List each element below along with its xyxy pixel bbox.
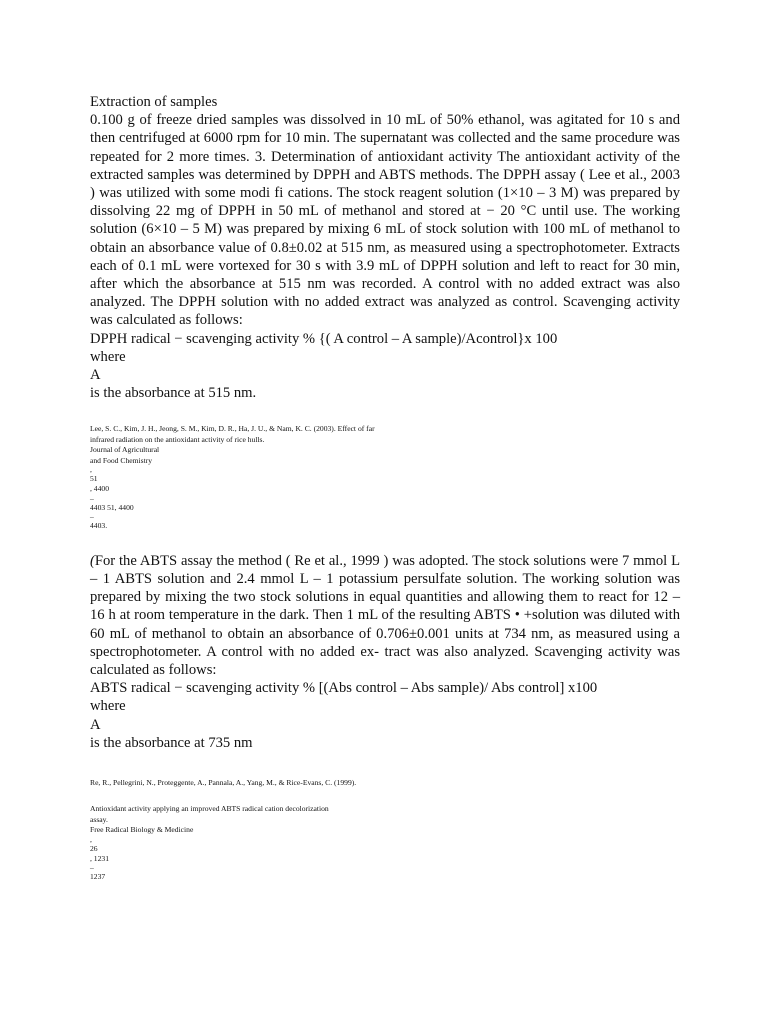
reference-authors: Re, R., Pellegrini, N., Proteggente, A., Pannala, A., Yang, M., & Rice-Evans, C. (1999). [90, 777, 357, 787]
reference-journal: Free Radical Biology & Medicine [90, 825, 194, 835]
reference-comma: , [90, 465, 92, 475]
reference-journal: Journal of Agricultural [90, 445, 160, 455]
reference-pages-cont: 4403 51, 4400 [90, 502, 134, 512]
document-page [90, 93, 680, 883]
reference-title: infrared radiation on the antioxidant activity of rice hulls. [90, 434, 265, 444]
reference-dash: – [90, 512, 94, 522]
reference-authors: Lee, S. C., Kim, J. H., Jeong, S. M., Kim, D. R., Ha, J. U., & Nam, K. C. (2003). Effect of far [90, 424, 375, 434]
reference-volume: 51 [90, 474, 98, 484]
reference-title: Antioxidant activity applying an improved ABTS radical cation decolorization [90, 804, 329, 814]
variable-a: A [90, 716, 101, 733]
reference-pages-end: 1237 [90, 872, 106, 882]
reference-comma: , [90, 834, 92, 844]
reference-pages-end: 4403. [90, 521, 108, 531]
variable-a: A [90, 367, 101, 384]
reference-re-details [90, 804, 680, 882]
reference-dash: – [90, 493, 94, 503]
where-label: where [90, 348, 126, 365]
reference-journal-cont: and Food Chemistry [90, 455, 153, 465]
section-abts [90, 552, 680, 752]
reference-dash: – [90, 863, 94, 873]
reference-re [90, 778, 680, 788]
abts-paragraph-text: For the ABTS assay the method ( Re et al., 1999 ) was adopted. The stock solutions were 7 mmol L – 1 ABTS solution and 2.4 mmol L – 1 potassium persulfate solution. The working solution was prepared by mixing the two stock solutions in equal quantities and allowing them to react for 12 – 16 h at room temperature in the dark. Then 1 mL of the resulting ABTS • +solution was diluted with 60 mL of methanol to obtain an absorbance of 0.706±0.001 units at 734 nm, as measured using a spectrophotometer. A control with no added ex- tract was also analyzed. Scavenging activity was calculated as follows: [90, 552, 680, 678]
where-label: where [90, 698, 126, 715]
abts-paragraph [90, 552, 680, 679]
absorbance-definition: is the absorbance at 735 nm [90, 734, 253, 751]
section-extraction [90, 93, 680, 402]
reference-title-cont: assay. [90, 814, 108, 824]
reference-lee [90, 424, 680, 531]
reference-pages-start: , 4400 [90, 484, 109, 494]
section-heading: Extraction of samples [90, 94, 218, 110]
abts-formula: ABTS radical − scavenging activity % [(Abs control – Abs sample)/ Abs control] x100 [90, 680, 598, 697]
extraction-paragraph: 0.100 g of freeze dried samples was dissolved in 10 mL of 50% ethanol, was agitated for 10 s and then centrifuged at 6000 rpm for 10 min. The supernatant was collected and the same procedure was repeated for 2 more times. 3. Determination of antioxidant activity The antioxidant activity of the extracted samples was determined by DPPH and ABTS methods. The DPPH assay ( Lee et al., 2003 ) was utilized with some modi fi cations. The stock reagent solution (1×10 – 3 M) was prepared by dissolving 22 mg of DPPH in 50 mL of methanol and stored at − 20 °C until use. The working solution (6×10 – 5 M) was prepared by mixing 6 mL of stock solution with 100 mL of methanol to obtain an absorbance value of 0.8±0.02 at 515 nm, as measured using a spectrophotometer. Extracts each of 0.1 mL were vortexed for 30 s with 3.9 mL of DPPH solution and left to react for 30 min, after which the absorbance at 515 nm was recorded. A control with no added extract was also analyzed. The DPPH solution with no added extract was analyzed as control. Scavenging activity was calculated as follows: [90, 112, 680, 329]
reference-volume: 26 [90, 843, 98, 853]
reference-pages-start: , 1231 [90, 853, 109, 863]
absorbance-definition: is the absorbance at 515 nm. [90, 385, 257, 402]
dpph-formula: DPPH radical − scavenging activity % {( A control – A sample)/Acontrol}x 100 [90, 330, 558, 347]
paragraph-lead: ( [90, 552, 95, 569]
